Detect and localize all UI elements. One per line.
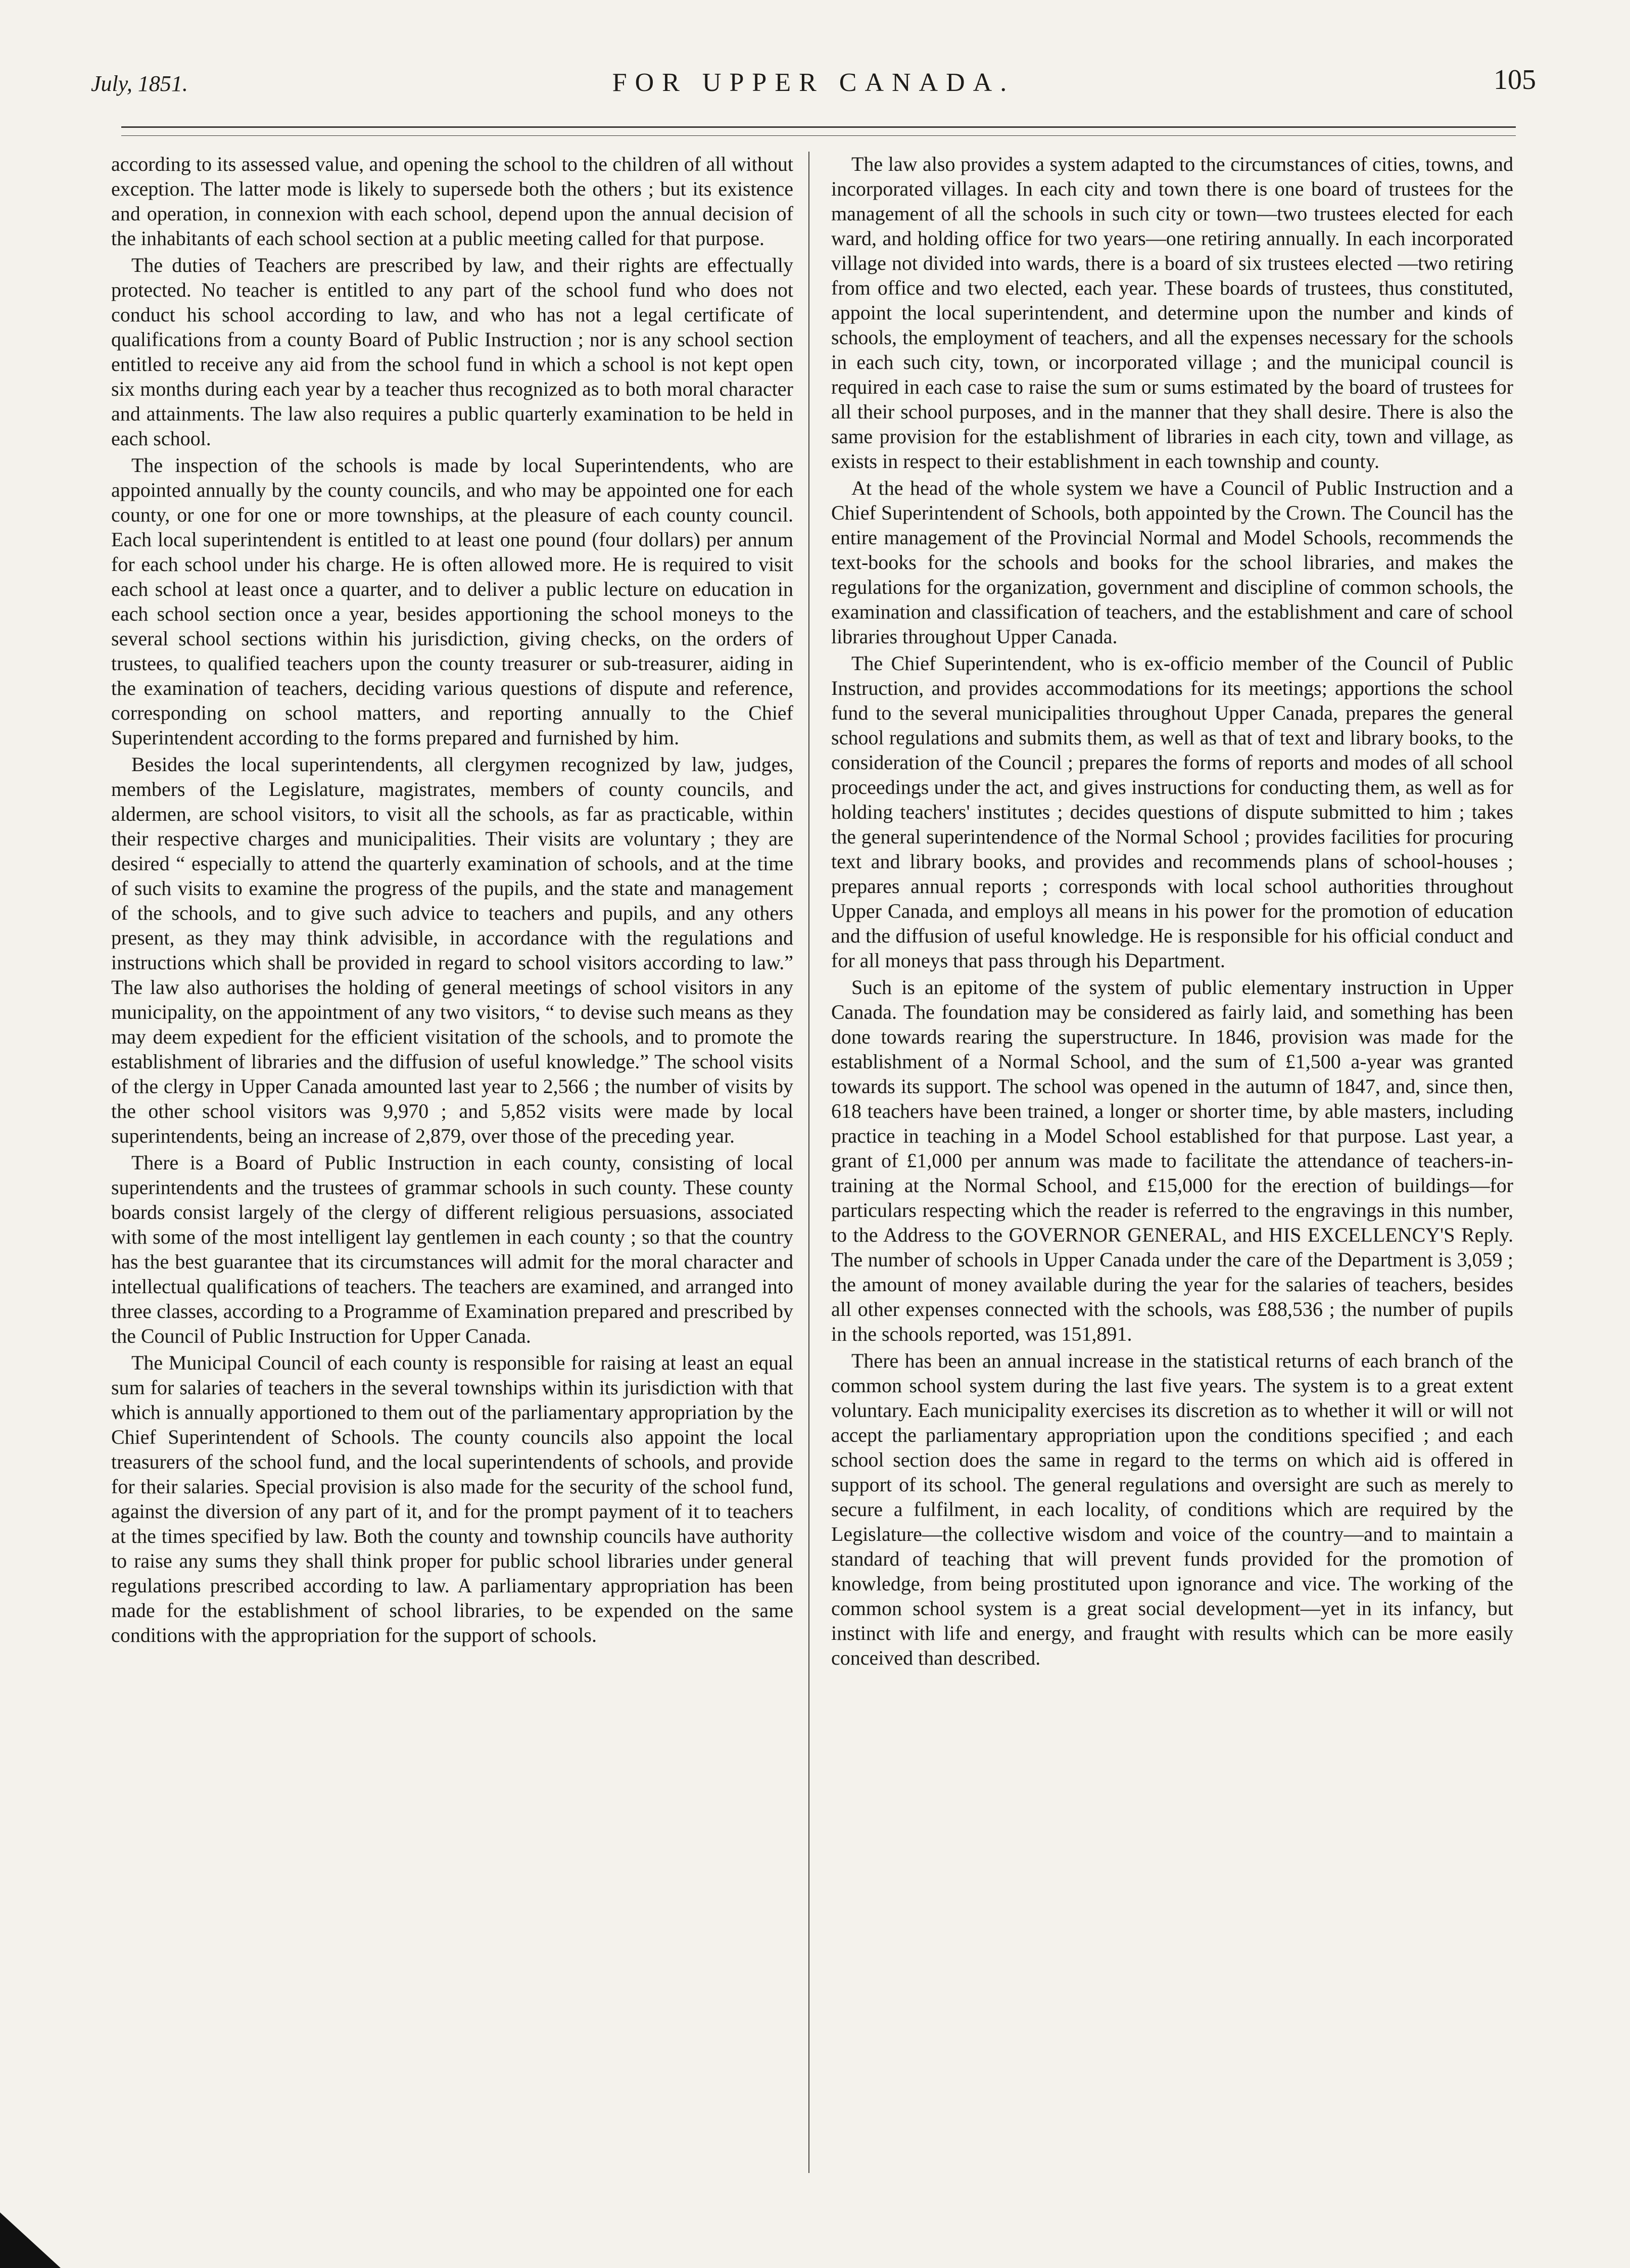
scan-shadow xyxy=(0,2212,61,2268)
paragraph: The Municipal Council of each county is responsible for raising at least an equal sum for salaries of teachers in the several townships within its jurisdiction with that which is annually apportioned to them out of the parliamentary appropriation by the Chief Superintendent of Schools. The county councils also appoint the local treasurers of the school fund, and the local superintendents of schools, and provide for their salaries. Special provision is also made for the security of the school fund, against the diversion of any part of it, and for the prompt payment of it to teachers at the times specified by law. Both the county and township councils have authority to raise any sums they shall think proper for public school libraries under general regulations prescribed according to law. A parliamentary appropriation has been made for the establishment of school libraries, to be expended on the same conditions with the appropriation for the support of schools. xyxy=(111,1351,793,1646)
header-rule-thin xyxy=(121,135,1516,136)
paragraph: Besides the local superintendents, all clergymen recognized by law, judges, members of the Legislature, magistrates, members of county councils, and aldermen, are school visitors, to visit all the schools, as far as practicable, within their respective charges and municipalities. Their visits are voluntary ; they are desired “ especially to attend the quarterly examination of schools, and at the time of such visits to examine the progress of the pupils, and the state and management of the schools, and to give such advice to teachers and pupils, and any others present, as they may think advisible, in accordance with the regulations and instructions which shall be provided in regard to school visitors according to law.” The law also authorises the holding of general meetings of school visitors in any municipality, on the appointment of any two visitors, “ to devise such means as they may deem expedient for the efficient visitation of the schools, and to promote the establishment of libraries and the diffusion of useful knowledge.” The school visits of the clergy in Upper Canada amounted last year to 2,566 ; the number of visits by the other school visitors was 9,970 ; and 5,852 visits were made by local superintendents, being an increase of 2,879, over those of the preceding year. xyxy=(111,753,793,1147)
page-number: 105 xyxy=(1494,64,1536,96)
journal-title: FOR UPPER CANADA. xyxy=(612,68,1015,97)
running-header xyxy=(91,60,1536,115)
paragraph: according to its assessed value, and opening the school to the children of all without exception. The latter mode is likely to supersede both the others ; but its existence and operation, in connexion with each school, depend upon the annual decision of the inhabitants of each school section at a public meeting called for that purpose. xyxy=(111,153,793,250)
paragraph: Such is an epitome of the system of public elementary instruction in Upper Canada. The foundation may be considered as fairly laid, and something has been done towards rearing the superstructure. In 1846, provision was made for the establishment of a Normal School, and the sum of £1,500 a-year was granted towards its support. The school was opened in the autumn of 1847, and, since then, 618 teachers have been trained, a longer or shorter time, by able masters, including practice in teaching in a Model School established for that purpose. Last year, a grant of £1,000 per annum was made to facilitate the attendance of teachers-in-training at the Normal School, and £15,000 for the erection of buildings—for particulars respecting which the reader is referred to the engravings in this number, to the Address to the GOVERNOR GENERAL, and HIS EXCELLENCY'S Reply. The number of schools in Upper Canada under the care of the Department is 3,059 ; the amount of money available during the year for the salaries of teachers, besides all other expenses connected with the schools, was £88,536 ; the number of pupils in the schools reported, was 151,891. xyxy=(831,976,1513,1345)
paragraph: The law also provides a system adapted to the circumstances of cities, towns, and incorporated villages. In each city and town there is one board of trustees for the management of all the schools in such city or town—two trustees elected for each ward, and holding office for two years—one retiring annually. In each incorporated village not divided into wards, there is a board of six trustees elected —two retiring from office and two elected, each year. These boards of trustees, thus constituted, appoint the local superintendent, and determine upon the number and kinds of schools, the employment of teachers, and all the expenses necessary for the schools in each such city, town, or incorporated village ; and the municipal council is required in each case to raise the sum or sums estimated by the board of trustees for all their school purposes, and in the manner that they shall desire. There is also the same provision for the establishment of libraries in each city, town and village, as exists in respect to their establishment in each township and county. xyxy=(831,153,1513,472)
paragraph: There has been an annual increase in the statistical returns of each branch of the common school system during the last five years. The system is to a great extent voluntary. Each municipality exercises its discretion as to whether it will or will not accept the parliamentary appropriation upon the conditions specified ; and each school section does the same in regard to the terms on which aid is offered in support of its school. The general regulations and oversight are such as merely to secure a fulfilment, in each locality, of conditions which are required by the Legislature—the collective wisdom and voice of the country—and to maintain a standard of teaching that will prevent funds provided for the promotion of knowledge, from being prostituted upon ignorance and vice. The working of the common school system is a great social development—yet in its infancy, but instinct with life and energy, and fraught with results which can be more easily conceived than described. xyxy=(831,1349,1513,1669)
left-column xyxy=(111,152,793,2183)
paragraph: The Chief Superintendent, who is ex-officio member of the Council of Public Instruction, and provides accommodations for its meetings; apportions the school fund to the several municipalities throughout Upper Canada, prepares the general school regulations and submits them, as well as that of text and library books, to the consideration of the Council ; prepares the forms of reports and modes of all school proceedings under the act, and gives instructions for conducting them, as well as for holding teachers' institutes ; decides questions of dispute submitted to him ; takes the general superintendence of the Normal School ; provides facilities for procuring text and library books, and provides and recommends plans of school-houses ; prepares annual reports ; corresponds with local school authorities throughout Upper Canada, and employs all means in his power for the promotion of education and the diffusion of useful knowledge. He is responsible for his official conduct and for all moneys that pass through his Department. xyxy=(831,652,1513,972)
issue-date: July, 1851. xyxy=(91,71,188,96)
header-rule xyxy=(121,126,1516,128)
paragraph: The inspection of the schools is made by local Superintendents, who are appointed annually by the county councils, and who may be appointed one for each county, or one for one or more townships, at the pleasure of each county council. Each local superintendent is entitled to at least one pound (four dollars) per annum for each school under his charge. He is often allowed more. He is required to visit each school at least once a quarter, and to deliver a public lecture on education in each school section once a year, besides apportioning the school moneys to the several school sections within his jurisdiction, giving checks, on the orders of trustees, to qualified teachers upon the county treasurer or sub-treasurer, aiding in the examination of teachers, deciding various questions of dispute and reference, corresponding on school matters, and reporting annually to the Chief Superintendent according to the forms prepared and furnished by him. xyxy=(111,454,793,749)
paragraph: At the head of the whole system we have a Council of Public Instruction and a Chief Superintendent of Schools, both appointed by the Crown. The Council has the entire management of the Provincial Normal and Model Schools, recommends the text-books for the schools and books for the school libraries, and makes the regulations for the organization, government and discipline of common schools, the examination and classification of teachers, and the establishment and care of school libraries throughout Upper Canada. xyxy=(831,477,1513,648)
right-column xyxy=(831,152,1513,2183)
column-divider xyxy=(808,152,809,2173)
paragraph: There is a Board of Public Instruction in each county, consisting of local superintendents and the trustees of grammar schools in such county. These county boards consist largely of the clergy of different religious persuasions, associated with some of the most intelligent lay gentlemen in each county ; so that the country has the best guarantee that its circumstances will admit for the moral character and intellectual qualifications of teachers. The teachers are examined, and arranged into three classes, according to a Programme of Examination prepared and prescribed by the Council of Public Instruction for Upper Canada. xyxy=(111,1151,793,1347)
paragraph: The duties of Teachers are prescribed by law, and their rights are effectually protected. No teacher is entitled to any part of the school fund who does not conduct his school according to law, and who has not a legal certificate of qualifications from a county Board of Public Instruction ; nor is any school section entitled to receive any aid from the school fund in which a school is not kept open six months during each year by a teacher thus recognized as to both moral character and attainments. The law also requires a public quarterly examination to be held in each school. xyxy=(111,254,793,450)
